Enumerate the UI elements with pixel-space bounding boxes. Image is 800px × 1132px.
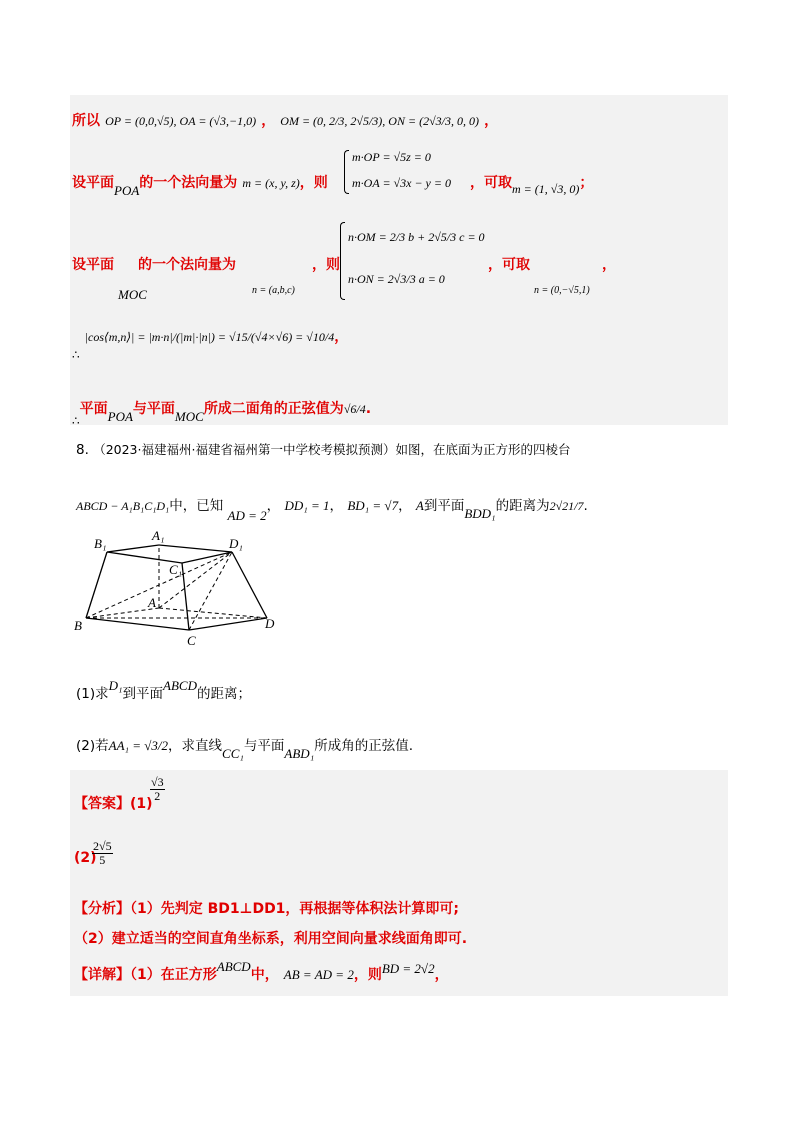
sol-line-4-end: ， — [334, 329, 349, 345]
problem-8-line2: ABCD − A₁B₁C₁D₁中，已知 AD = 2， DD₁ = 1， BD₁ = √7， A到平面BDD₁的距离为2√21/7. — [76, 498, 588, 523]
diag-C-D1 — [189, 552, 232, 630]
sol-line-3-lead: 设平面 — [72, 257, 114, 273]
problem-cond-3: BD₁ = √7 — [347, 498, 399, 513]
edge-A-D — [159, 608, 267, 618]
answer-tag: 【答案】 — [74, 796, 130, 812]
sol-line-3-end: ， — [602, 257, 616, 273]
sol-line-3-then: ，则 — [312, 257, 340, 273]
sol-line-3-result: n = (0,−√5,1) — [534, 285, 590, 296]
detail-a: （1）在正方形 — [130, 967, 217, 983]
detail-c: 中， — [250, 967, 279, 983]
answer-2-den: 5 — [99, 853, 106, 868]
sol-line-2-end: ； — [579, 175, 594, 191]
q1-b: D₁ — [108, 678, 123, 693]
analysis-line-2: （2）建立适当的空间直角坐标系，利用空间向量求线面角即可. — [74, 931, 468, 947]
edge-D-D1 — [232, 552, 267, 618]
sol-line-2-eq1: m·OP = √5z = 0 — [352, 150, 431, 164]
q2-f: ABD₁ — [284, 746, 315, 761]
answer-1-row — [74, 793, 153, 813]
answer-part-2: (2) — [74, 850, 97, 866]
detail-e: ，则 — [353, 967, 382, 983]
question-2 — [76, 734, 414, 761]
edge-C-D — [189, 618, 267, 630]
sol-line-2-brace — [344, 150, 349, 194]
sol-line-1 — [72, 110, 498, 130]
label-D: D — [265, 616, 275, 631]
problem-8-header — [76, 440, 570, 458]
problem-cond-2: DD₁ = 1 — [284, 498, 330, 513]
sol-line-1-expr2: OM = (0, 2/3, 2√5/3), ON = (2√3/3, 0, 0) — [280, 114, 479, 128]
detail-line — [74, 959, 449, 984]
sol-line-3-plane: MOC — [118, 287, 147, 302]
sol-line-3-eq2: n·ON = 2√3/3 a = 0 — [348, 272, 445, 286]
sol-line-2-plane: POA — [114, 183, 140, 198]
q2-c: ，求直线 — [168, 738, 223, 754]
q2-g: 所成角的正弦值. — [314, 738, 414, 754]
sol-line-3-take: ，可取 — [488, 257, 530, 273]
sol-line-2-mid: 的一个法向量为 — [139, 175, 238, 191]
detail-d: AB = AD = 2 — [283, 967, 354, 982]
answer-2-num: 2√5 — [93, 839, 112, 853]
analysis-line-1 — [74, 898, 459, 918]
sol-line-2-take: ，可取 — [470, 175, 512, 191]
sol-line-2-then: ，则 — [299, 175, 328, 191]
analysis-tag: 【分析】 — [74, 901, 130, 917]
sol-line-1-expr1: OP = (0,0,√5), OA = (√3,−1,0) — [105, 114, 257, 128]
edge-B-C — [86, 618, 189, 630]
edge-B-B1 — [86, 552, 107, 618]
q1-a: (1)求 — [76, 686, 109, 702]
label-B: B — [74, 618, 82, 633]
sol-line-5-therefore: ∴ — [72, 414, 80, 428]
problem-cond-4b: 到平面 — [423, 498, 465, 514]
detail-tag: 【详解】 — [74, 967, 130, 983]
label-A: A — [148, 595, 156, 610]
q1-e: 的距离； — [197, 686, 251, 702]
sol-line-2-tail — [470, 172, 594, 196]
sol-line-2 — [72, 172, 328, 198]
sol-line-3-vec: n = (a,b,c) — [252, 285, 295, 296]
sol-line-1-end: ， — [484, 113, 499, 129]
problem-cond-4c: BDD₁ — [464, 506, 496, 521]
sol-line-3-brace — [340, 222, 345, 300]
q1-d: ABCD — [163, 678, 197, 693]
answer-1-value — [150, 776, 165, 803]
sol-line-5-end: . — [365, 401, 372, 417]
question-1 — [76, 678, 251, 702]
sol-line-3 — [72, 254, 236, 274]
edge-B1-A1 — [107, 545, 159, 552]
sol-line-5-tail: 所成二面角的正弦值为 — [203, 401, 344, 417]
sol-line-4 — [72, 326, 349, 362]
answer-part-1: (1) — [130, 796, 153, 812]
analysis-l1: （1）先判定 BD1⊥DD1，再根据等体积法计算即可; — [130, 901, 460, 917]
sol-line-1-sep: ， — [261, 113, 276, 129]
label-A1: A₁ — [152, 530, 165, 543]
problem-cond-4a: A — [415, 498, 424, 513]
problem-cond-1: AD = 2 — [227, 508, 267, 523]
sol-line-5-lead: 平面 — [79, 401, 108, 417]
problem-solid: ABCD − A₁B₁C₁D₁ — [76, 499, 170, 513]
sol-line-5-plane1: POA — [107, 409, 133, 424]
sol-line-3-eq1: n·OM = 2/3 b + 2√5/3 c = 0 — [348, 230, 485, 244]
sol-line-4-expr: |cos⟨m,n⟩| = |m·n|/(|m|·|n|) = √15/(√4×√6) = √10/4 — [84, 330, 335, 344]
problem-zhong: 中，已知 — [169, 498, 224, 514]
problem-cond-4e: 2√21/7 — [549, 499, 584, 513]
problem-source: （2023·福建福州·福建省福州第一中学校考模拟预测）如图，在底面为正方形的四棱台 — [93, 442, 571, 457]
q1-c: 到平面 — [122, 686, 164, 702]
sol-line-2-lead: 设平面 — [72, 175, 114, 191]
detail-f: BD = 2√2 — [381, 961, 435, 976]
answer-2-value — [92, 840, 113, 867]
sol-line-2-eq2: m·OA = √3x − y = 0 — [352, 176, 451, 190]
sol-line-3-mid: 的一个法向量为 — [138, 257, 236, 273]
answer-1-num: √3 — [151, 775, 164, 789]
label-D1: D₁ — [229, 536, 243, 551]
sol-line-4-therefore: ∴ — [72, 348, 80, 362]
edge-C-C1 — [182, 563, 189, 630]
sol-line-5-mid: 与平面 — [132, 401, 175, 417]
problem-cond-4d: 的距离为 — [495, 498, 550, 514]
label-C1: C₁ — [169, 562, 183, 577]
edge-A1-D1 — [159, 545, 232, 552]
label-B1: B₁ — [94, 536, 107, 551]
q2-b: AA₁ = √3/2 — [108, 738, 169, 753]
label-C: C — [187, 633, 196, 648]
problem-line2-end: . — [583, 498, 588, 514]
edge-C1-D1 — [182, 552, 232, 563]
sol-line-5-plane2: MOC — [174, 409, 204, 424]
sol-line-5 — [72, 398, 372, 428]
q2-a: (2)若 — [76, 738, 109, 754]
sol-line-2-vec: m = (x, y, z) — [242, 176, 300, 190]
problem-number: 8. — [76, 442, 89, 458]
detail-g: ， — [434, 967, 449, 983]
sol-line-1-lead: 所以 — [72, 113, 100, 129]
q2-d: CC₁ — [222, 746, 244, 761]
q2-e: 与平面 — [243, 738, 285, 754]
frustum-figure — [72, 530, 292, 660]
answer-1-den: 2 — [154, 789, 161, 804]
sol-line-5-value: √6/4 — [343, 402, 366, 416]
sol-line-2-result: m = (1, √3, 0) — [512, 182, 580, 196]
detail-b: ABCD — [216, 959, 251, 974]
